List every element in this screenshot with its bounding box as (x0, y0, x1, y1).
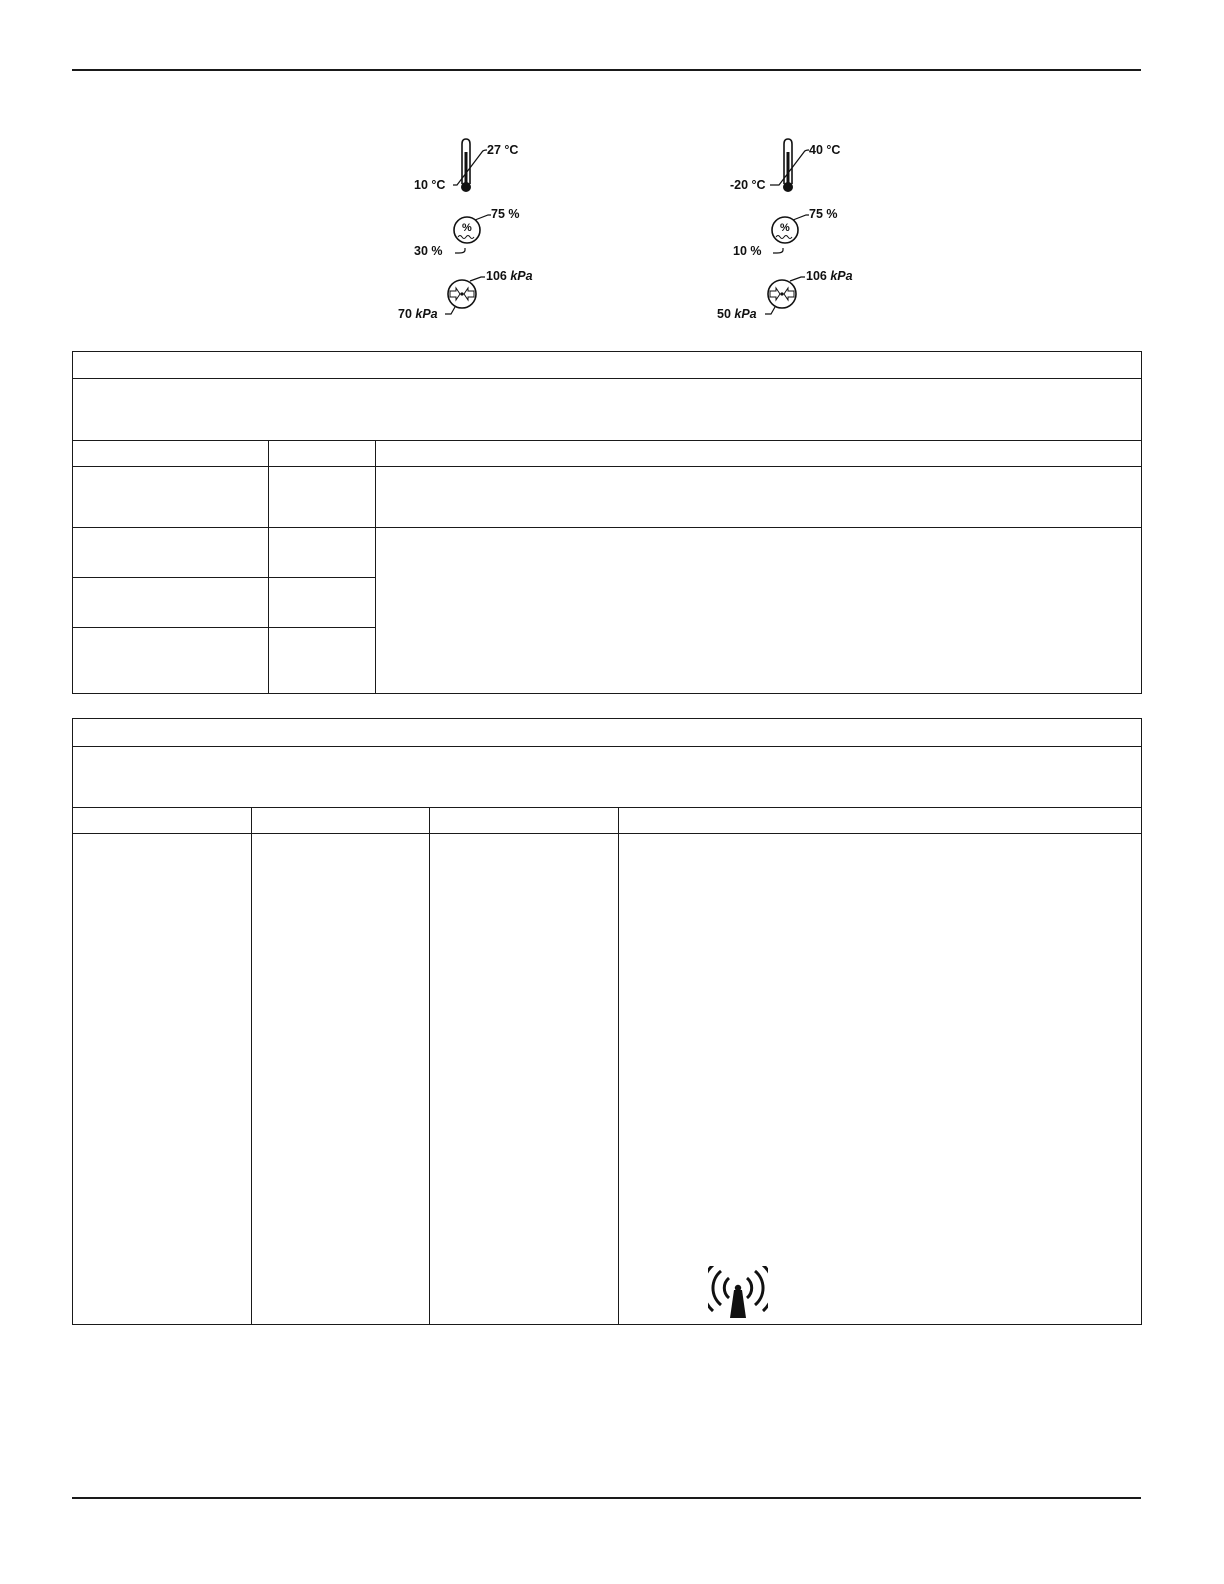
op-temp-min: 10 °C (414, 178, 446, 192)
header-cell (73, 808, 252, 834)
emissions-table (72, 351, 1142, 694)
st-pressure-max: 106 kPa (806, 269, 853, 283)
st-temp-min: -20 °C (730, 178, 766, 192)
table-cell (73, 467, 269, 528)
op-temp-max: 27 °C (487, 143, 519, 157)
header-cell (619, 808, 1142, 834)
operating-conditions-graphic (395, 130, 585, 330)
table-cell (252, 834, 430, 1325)
table-intro-row (73, 379, 1142, 441)
table-intro-row (73, 747, 1142, 808)
table-cell (269, 628, 376, 694)
table-row (73, 467, 1142, 528)
table-cell (376, 467, 1142, 528)
st-humidity-max: 75 % (809, 207, 838, 221)
table-row (73, 834, 1142, 1325)
table-cell (269, 578, 376, 628)
table-row (73, 528, 1142, 578)
table-title-row (73, 719, 1142, 747)
op-pressure-max: 106 kPa (486, 269, 533, 283)
header-cell (430, 808, 619, 834)
environmental-symbols (0, 130, 1224, 330)
table-cell (73, 834, 252, 1325)
storage-conditions-graphic (714, 130, 904, 330)
thermometer-icon (770, 139, 809, 192)
svg-text:%: % (780, 222, 790, 234)
st-humidity-min: 10 % (733, 244, 762, 258)
table-intro-cell (73, 747, 1142, 808)
table-header-row (73, 808, 1142, 834)
atmospheric-pressure-icon (765, 277, 805, 314)
table-cell (269, 528, 376, 578)
st-temp-max: 40 °C (809, 143, 841, 157)
header-cell (269, 441, 376, 467)
humidity-icon (772, 215, 809, 253)
op-pressure-min: 70 kPa (398, 307, 438, 321)
operating-conditions (395, 130, 585, 330)
table-cell (619, 834, 1142, 1325)
humidity-icon (454, 215, 491, 253)
header-cell (73, 441, 269, 467)
table-cell (73, 528, 269, 578)
table-title-row (73, 352, 1142, 379)
atmospheric-pressure-icon (445, 277, 485, 314)
op-humidity-max: 75 % (491, 207, 520, 221)
table-merged-cell (376, 528, 1142, 694)
footer-rule (72, 1497, 1141, 1499)
table-cell (73, 578, 269, 628)
table-cell (430, 834, 619, 1325)
table-title-cell (73, 352, 1142, 379)
non-ionizing-radiation-icon (708, 1266, 768, 1320)
table-cell (269, 467, 376, 528)
table-intro-cell (73, 379, 1142, 441)
table-title-cell (73, 719, 1142, 747)
immunity-table (72, 718, 1142, 1325)
header-rule (72, 69, 1141, 71)
header-cell (376, 441, 1142, 467)
header-cell (252, 808, 430, 834)
svg-text:%: % (462, 222, 472, 234)
thermometer-icon (453, 139, 487, 192)
op-humidity-min: 30 % (414, 244, 443, 258)
st-pressure-min: 50 kPa (717, 307, 757, 321)
table-cell (73, 628, 269, 694)
storage-conditions (714, 130, 904, 330)
table-header-row (73, 441, 1142, 467)
